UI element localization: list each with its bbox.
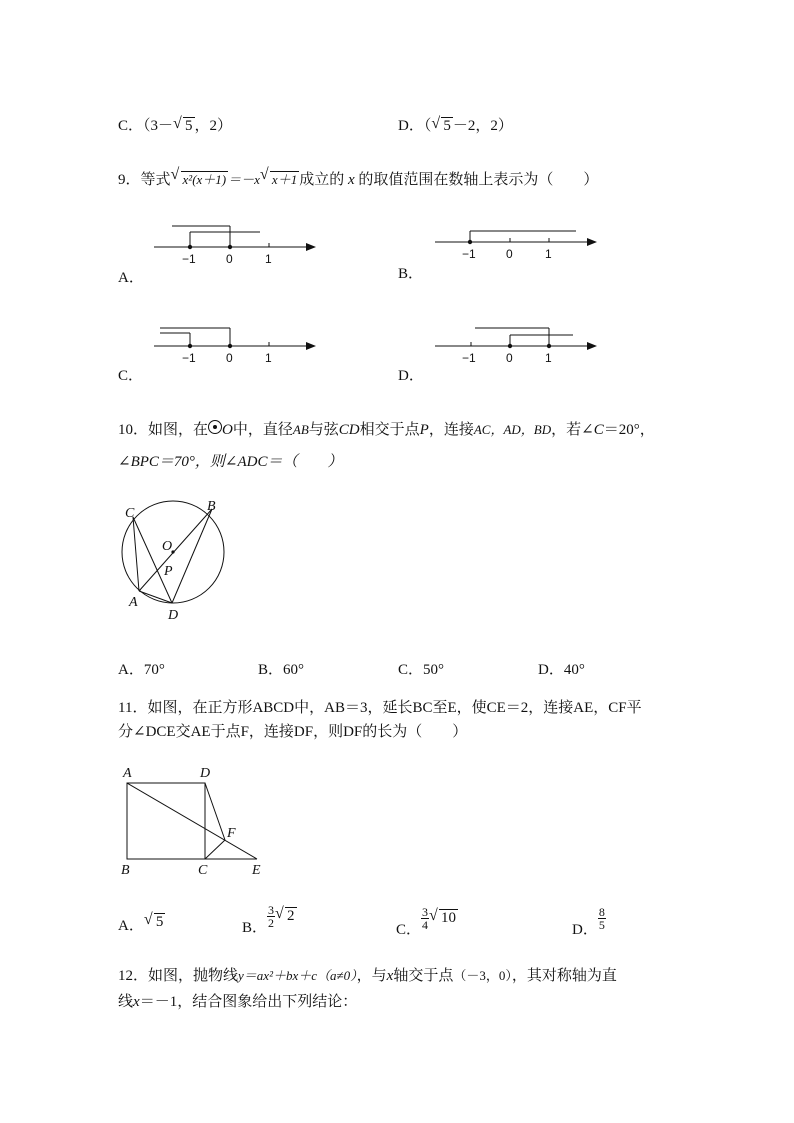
tick-label: −1	[182, 252, 196, 266]
tick-label: 1	[545, 247, 552, 261]
q11-option-d[interactable]	[572, 906, 606, 939]
sqrt-symbol	[173, 118, 195, 135]
q9-numberline-d	[431, 322, 601, 368]
q11-stem-line2: 分∠DCE交AE于点F，连接DF，则DF的长为（ ）	[118, 724, 468, 740]
q11-option-a-label: A．	[118, 918, 144, 934]
q10-text: ，若∠	[551, 422, 594, 438]
q11-square-figure	[116, 762, 276, 882]
sqrt-symbol	[171, 169, 229, 188]
sqrt-symbol	[275, 908, 297, 925]
q9-option-d[interactable]: D．	[398, 368, 424, 384]
q11-option-c[interactable]	[396, 906, 458, 939]
point-label-d: D	[168, 608, 179, 623]
q10-option-d[interactable]: D．40°	[538, 662, 585, 678]
q12-text: 如图，抛物线	[148, 968, 239, 984]
q9-numberline-a	[150, 222, 320, 268]
q10-cd: CD	[338, 422, 360, 438]
q12-text: ，与	[356, 968, 387, 984]
q8-option-d[interactable]	[398, 114, 513, 135]
denominator: 2	[268, 916, 275, 930]
q10-option-a[interactable]: A．70°	[118, 662, 165, 678]
fraction	[267, 904, 275, 929]
point-label-a: A	[123, 766, 132, 781]
q10-text: ，连接	[428, 422, 474, 438]
point-label-o: O	[162, 539, 173, 554]
q11-option-c-radicand: 10	[441, 909, 457, 926]
q11-number: 11．	[118, 700, 148, 716]
q12-stem-line2	[118, 990, 357, 1011]
tick-label: −1	[462, 247, 476, 261]
q9-var: x	[347, 172, 355, 188]
q10-text: 相交于点	[359, 422, 420, 438]
sqrt-symbol	[260, 169, 299, 188]
q12-stem-line1	[118, 964, 617, 985]
point-label-c: C	[198, 863, 208, 878]
q9-text-after: 成立的	[299, 172, 345, 188]
q8-option-d-prefix: D．（	[398, 118, 432, 134]
q11-stem-line1	[118, 696, 642, 717]
q10-text: 与弦	[308, 422, 339, 438]
q9-radicand-2: x＋1	[271, 172, 298, 187]
q12-x: x	[133, 994, 140, 1010]
q10-text: ＝20°，	[603, 422, 655, 438]
q9-eq-mid: ＝－x	[228, 172, 260, 187]
point-label-a: A	[129, 595, 138, 610]
point-label-p: P	[164, 564, 173, 579]
point-label-c: C	[125, 506, 135, 521]
q10-stem-line2: ∠BPC＝70°，则∠ADC＝（ ）	[118, 454, 343, 470]
q12-text: 轴交于点	[393, 968, 454, 984]
q12-text: ，其对称轴为直	[511, 968, 617, 984]
numerator: 8	[598, 905, 605, 919]
q11-option-b-label: B．	[242, 919, 268, 936]
q10-text: 如图，在	[148, 422, 209, 438]
q12-x: x	[386, 968, 394, 984]
q9-option-b[interactable]: B．	[398, 266, 424, 282]
q8-option-c-suffix: ，2）	[194, 118, 233, 134]
q9-numberline-c	[150, 322, 320, 368]
q10-option-b[interactable]: B．60°	[258, 662, 305, 678]
q10-number: 10．	[118, 422, 149, 438]
q12-point: （－3，0）	[453, 968, 512, 983]
point-label-b: B	[207, 499, 216, 514]
q11-option-d-label: D．	[572, 921, 598, 938]
q8-option-d-radicand: 5	[443, 118, 451, 134]
point-label-b: B	[121, 863, 130, 878]
q11-option-a[interactable]	[118, 914, 165, 935]
q10-stem-line1	[118, 418, 655, 439]
q9-radicand-1: x²(x＋1)	[182, 172, 227, 187]
sqrt-symbol	[429, 910, 458, 927]
q11-option-c-label: C．	[396, 921, 422, 938]
q10-circle-o: O	[222, 422, 233, 438]
tick-label: −1	[462, 351, 476, 365]
tick-label: 0	[506, 247, 513, 261]
tick-label: 1	[265, 351, 272, 365]
q9-option-a[interactable]: A．	[118, 270, 144, 286]
q10-circle-figure	[110, 495, 240, 625]
q11-option-b[interactable]	[242, 904, 297, 937]
sqrt-symbol	[431, 118, 453, 135]
sqrt-symbol	[144, 914, 166, 931]
q8-option-c-radicand: 5	[185, 118, 193, 134]
fraction	[421, 906, 429, 931]
numerator: 3	[422, 905, 429, 919]
tick-label: 1	[545, 351, 552, 365]
tick-label: 0	[226, 351, 233, 365]
point-label-e: E	[252, 863, 261, 878]
q11-line1-text: 如图，在正方形ABCD中，AB＝3，延长BC至E，使CE＝2，连接AE，CF平	[147, 700, 642, 716]
q8-option-c-prefix: C．（3－	[118, 118, 174, 134]
q12-text: 线	[118, 994, 134, 1010]
q9-stem	[118, 168, 598, 189]
q8-option-c[interactable]	[118, 114, 232, 135]
tick-label: 0	[226, 252, 233, 266]
tick-label: 1	[265, 252, 272, 266]
q9-number: 9．	[118, 172, 141, 188]
q11-option-a-radicand: 5	[155, 914, 164, 930]
q10-text: 中，直径	[232, 422, 293, 438]
q8-option-d-suffix: －2，2）	[452, 118, 513, 134]
tick-label: 0	[506, 351, 513, 365]
tick-label: −1	[182, 351, 196, 365]
fraction	[598, 906, 606, 931]
denominator: 5	[598, 918, 605, 932]
numerator: 3	[268, 903, 275, 917]
point-label-f: F	[227, 826, 236, 841]
q10-option-c[interactable]: C．50°	[398, 662, 445, 678]
q9-text-end: 的取值范围在数轴上表示为（ ）	[358, 172, 599, 188]
q12-number: 12．	[118, 968, 149, 984]
q12-text: ＝－1，结合图象给出下列结论：	[139, 994, 358, 1010]
q9-option-c[interactable]: C．	[118, 368, 144, 384]
denominator: 4	[422, 918, 429, 932]
q10-ab: AB	[292, 422, 309, 437]
q11-option-b-radicand: 2	[287, 907, 295, 924]
q10-p: P	[419, 422, 429, 438]
q10-angle-c: C	[593, 422, 604, 438]
q9-text-before: 等式	[140, 172, 171, 188]
q10-segs: AC，AD，BD	[473, 422, 552, 437]
q9-numberline-b	[431, 222, 601, 268]
q12-formula: y＝ax²＋bx＋c（a≠0）	[238, 968, 357, 983]
circle-dot-icon	[208, 420, 222, 434]
point-label-d: D	[200, 766, 211, 781]
